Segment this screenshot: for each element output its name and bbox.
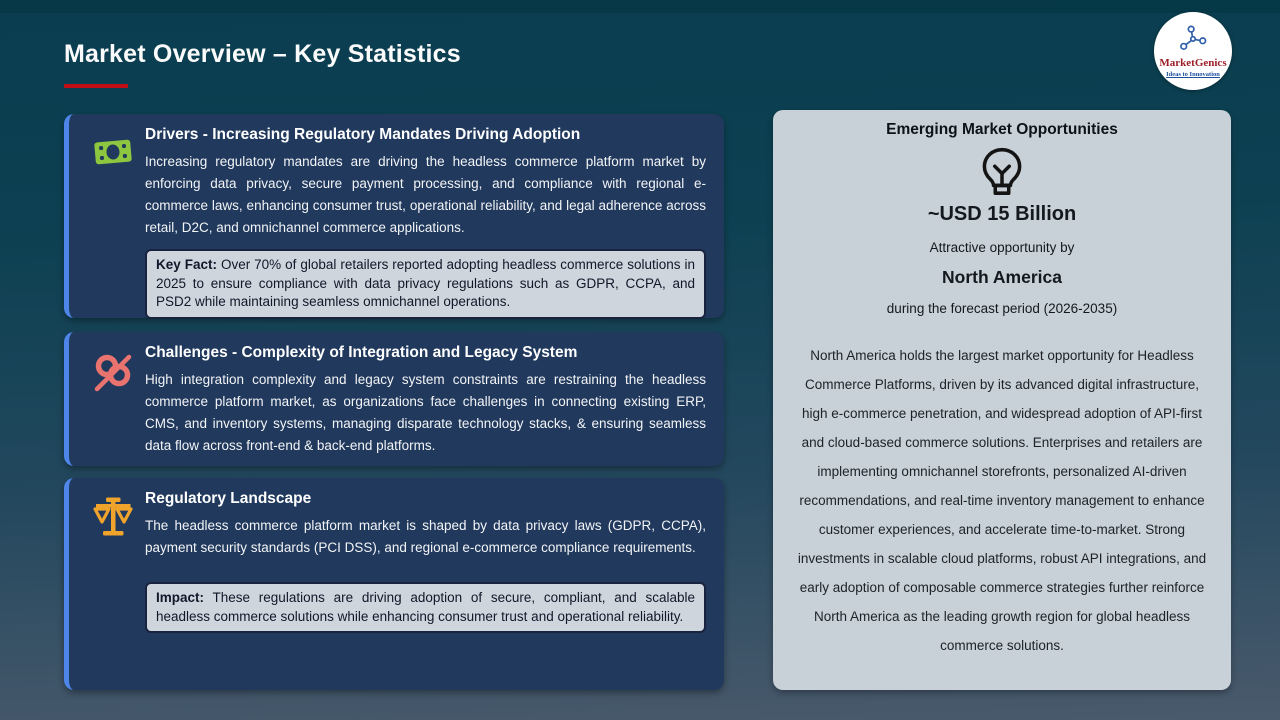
card-challenges — [64, 332, 724, 466]
impact-text: These regulations are driving adoption of secure, compliant, and scalable headless commerce solutions while enhancing consumer trust and operational reliability. — [156, 590, 695, 624]
broken-link-icon — [91, 350, 135, 394]
key-fact-box — [145, 249, 706, 319]
title-underline — [64, 84, 128, 88]
card-title: Challenges - Complexity of Integration and Legacy System — [145, 344, 578, 361]
fact-label: Key Fact: — [156, 257, 217, 272]
card-body: Increasing regulatory mandates are driving the headless commerce platform market by enforcing data privacy, secure payment processing, and compliance with regional e-commerce laws, enhancing consumer trust, operational reliability, and legal adherence across retail, D2C, and omnichannel commerce applications. — [145, 154, 706, 235]
card-title: Regulatory Landscape — [145, 490, 312, 507]
network-molecule-icon — [1179, 25, 1207, 56]
opportunity-description: North America holds the largest market opportunity for Headless Commerce Platforms, driven by its advanced digital infrastructure, high e-commerce penetration, and widespread adoption of API-first and cloud-based commerce solutions. Enterprises and retailers are implementing omnichannel storefronts, personalized AI-driven recommendations, and real-time inventory management to enhance customer experiences, and accelerate time-to-market. Strong investments in scalable cloud platforms, robust API integrations, and early adoption of composable commerce strategies further reinforce North America as the leading growth region for global headless commerce solutions. — [797, 348, 1207, 654]
opportunity-panel — [773, 110, 1231, 690]
panel-title: Emerging Market Opportunities — [886, 121, 1118, 138]
marketgenics-logo — [1154, 12, 1232, 90]
card-body: The headless commerce platform market is shaped by data privacy laws (GDPR, CCPA), payment security standards (PCI DSS), and regional e-commerce compliance requirements. — [145, 518, 706, 555]
money-banknote-icon — [91, 132, 135, 176]
card-body: High integration complexity and legacy system constraints are restraining the headless commerce platform market, as organizations face challenges in connecting existing ERP, CMS, and inventory systems, managing disparate technology stacks, & ensuring seamless data flow across front-end & back-end platforms. — [145, 372, 706, 453]
opportunity-region: North America — [942, 267, 1062, 287]
lightbulb-icon — [773, 144, 1231, 202]
impact-label: Impact: — [156, 590, 205, 605]
card-regulatory-landscape — [64, 478, 724, 690]
opportunity-subtitle: Attractive opportunity by — [929, 240, 1075, 255]
card-title: Drivers - Increasing Regulatory Mandates Driving Adoption — [145, 126, 581, 143]
opportunity-period: during the forecast period (2026-2035) — [886, 301, 1118, 316]
logo-tagline: Ideas to Innovation — [1166, 70, 1220, 78]
page-title: Market Overview – Key Statistics — [64, 40, 461, 68]
scales-icon — [91, 496, 135, 540]
top-accent-bar — [0, 0, 1280, 13]
logo-name: MarketGenics — [1159, 56, 1227, 69]
impact-box — [145, 582, 706, 633]
opportunity-value: ~USD 15 Billion — [927, 203, 1077, 225]
fact-text: Over 70% of global retailers reported adopting headless commerce solutions in 2025 to ensure compliance with data privacy regulations such as GDPR, CCPA, and PSD2 while maintaining seamless omnichannel operations. — [156, 257, 695, 310]
card-drivers — [64, 114, 724, 318]
